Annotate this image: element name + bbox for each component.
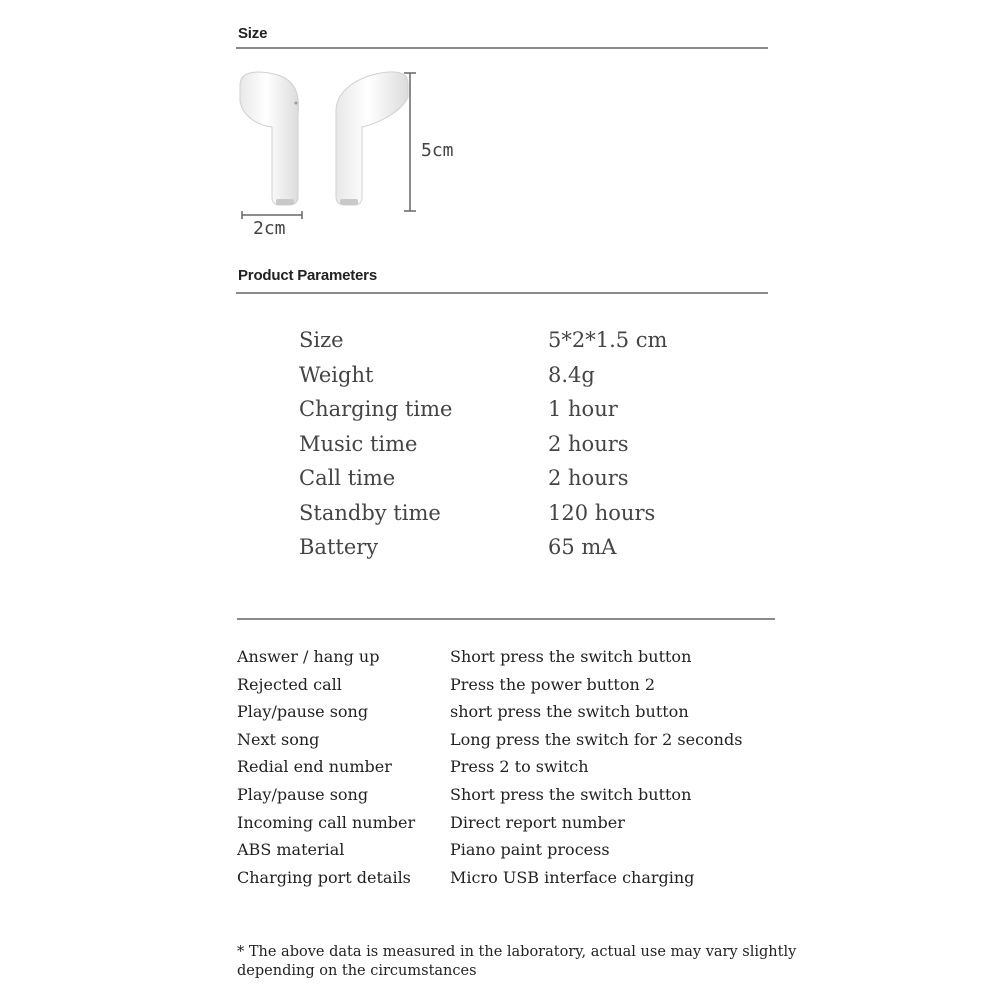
control-instruction: Micro USB interface charging <box>450 867 695 887</box>
param-label: Weight <box>299 362 374 387</box>
control-action: Incoming call number <box>237 812 416 832</box>
params-section-title: Product Parameters <box>238 267 377 284</box>
param-label: Size <box>299 328 344 352</box>
left-earbud-icon <box>240 72 298 205</box>
param-value: 120 hours <box>548 500 656 525</box>
param-value: 65 mA <box>548 535 617 559</box>
width-label: 2cm <box>253 218 286 239</box>
controls-divider <box>237 618 775 620</box>
control-action: Rejected call <box>237 674 342 694</box>
param-value: 1 hour <box>548 397 618 421</box>
control-action: Play/pause song <box>237 784 369 804</box>
right-earbud-icon <box>336 72 408 205</box>
control-action: Answer / hang up <box>237 647 380 666</box>
control-instruction: Piano paint process <box>450 840 610 860</box>
size-section-divider <box>236 47 768 49</box>
control-action: Charging port details <box>237 867 411 887</box>
size-section-title: Size <box>238 25 268 42</box>
param-value: 8.4g <box>548 362 595 387</box>
control-action: Redial end number <box>237 757 392 777</box>
control-instruction: Short press the switch button <box>450 784 692 804</box>
param-label: Music time <box>299 431 418 456</box>
control-instruction: short press the switch button <box>450 702 689 722</box>
control-action: ABS material <box>237 840 345 860</box>
param-label: Standby time <box>299 500 441 525</box>
params-section-divider <box>236 292 768 294</box>
control-instruction: Press the power button 2 <box>450 674 656 694</box>
control-instruction: Long press the switch for 2 seconds <box>450 729 743 749</box>
param-value: 5*2*1.5 cm <box>548 328 668 352</box>
param-value: 2 hours <box>548 466 629 490</box>
height-label: 5cm <box>421 140 454 161</box>
param-label: Charging time <box>299 397 453 421</box>
footnote: * The above data is measured in the laboratory, actual use may vary slightly depending on the circumstances <box>237 944 797 979</box>
control-instruction: Direct report number <box>450 812 625 832</box>
control-action: Next song <box>237 729 320 749</box>
param-label: Battery <box>299 535 379 559</box>
param-label: Call time <box>299 466 396 490</box>
control-action: Play/pause song <box>237 702 369 722</box>
control-instruction: Short press the switch button <box>450 647 692 666</box>
control-instruction: Press 2 to switch <box>450 757 589 777</box>
param-value: 2 hours <box>548 431 629 456</box>
